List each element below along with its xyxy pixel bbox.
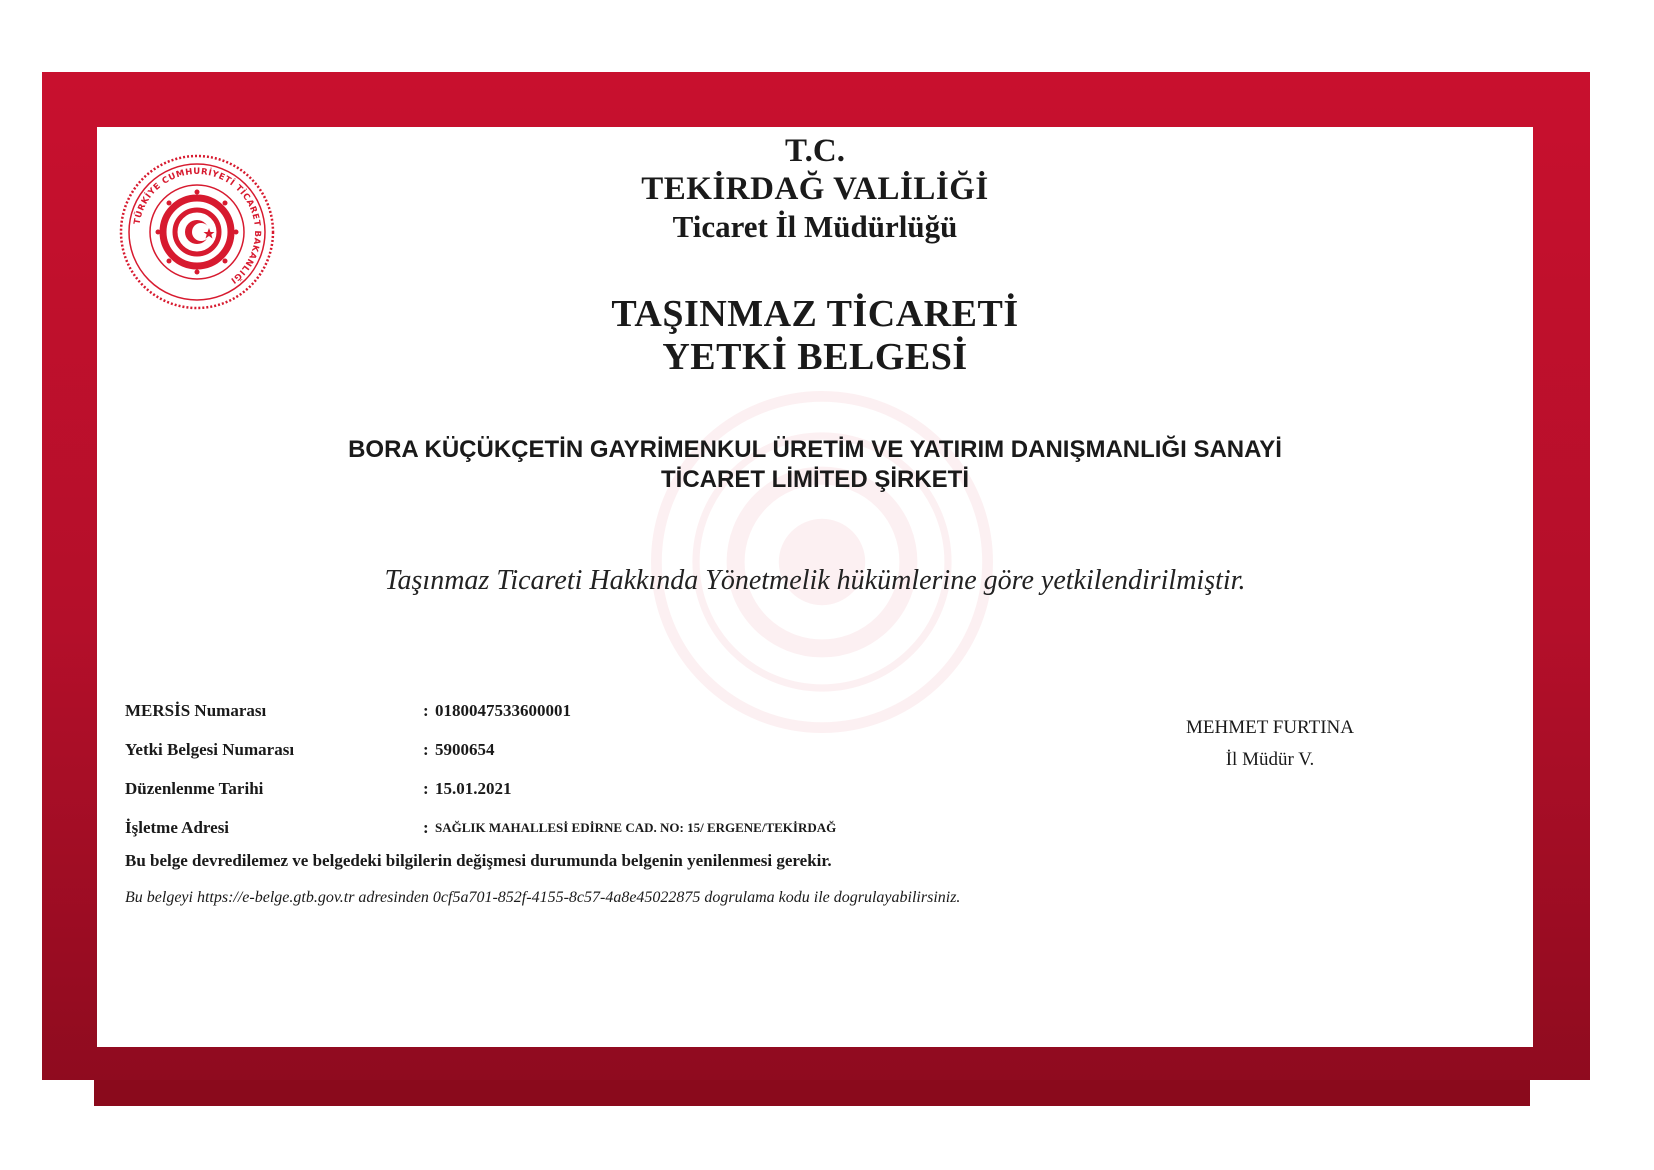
signatory-title: İl Müdür V. (1225, 749, 1315, 770)
signatory-block (1160, 712, 1380, 776)
license-label: Yetki Belgesi Numarası (125, 740, 295, 759)
transfer-notice: Bu belge devredilemez ve belgedeki bilgilerin değişmesi durumunda belgenin yenilenmesi gerekir. (125, 851, 832, 870)
license-value: 5900654 (435, 740, 495, 759)
certificate-details (125, 697, 1025, 853)
license-separator: : (423, 740, 429, 759)
certificate-title-line1: TAŞINMAZ TİCARETİ (611, 293, 1019, 335)
header-directorate: Ticaret İl Müdürlüğü (672, 209, 958, 244)
issue-date-label: Düzenlenme Tarihi (125, 779, 264, 798)
seal-text: TÜRKİYE CUMHURİYETİ TİCARET BAKANLIĞI (132, 166, 263, 286)
mersis-separator: : (423, 701, 429, 720)
verification-note: Bu belgeyi https://e-belge.gtb.gov.tr adresinden 0cf5a701-852f-4155-8c57-4a8e45022875 dogrulama kodu ile dogrulayabilirsiniz. (125, 889, 961, 906)
address-label: İşletme Adresi (125, 818, 230, 837)
certificate-panel (97, 127, 1533, 1047)
issue-date-separator: : (423, 779, 429, 798)
company-name-line2: TİCARET LİMİTED ŞİRKETİ (661, 466, 969, 493)
certificate-title-line2: YETKİ BELGESİ (662, 336, 968, 378)
mersis-value: 0180047533600001 (435, 701, 571, 720)
company-name-line1: BORA KÜÇÜKÇETİN GAYRİMENKUL ÜRETİM VE YATIRIM DANIŞMANLIĞI SANAYİ (348, 436, 1282, 463)
detail-row-address (125, 814, 1025, 853)
header-governorship: TEKİRDAĞ VALİLİĞİ (641, 171, 989, 207)
authorization-statement: Taşınmaz Ticareti Hakkında Yönetmelik hükümlerine göre yetkilendirilmiştir. (384, 565, 1246, 596)
signatory-name: MEHMET FURTINA (1186, 717, 1354, 738)
address-value: SAĞLIK MAHALLESİ EDİRNE CAD. NO: 15/ ERGENE/TEKİRDAĞ (435, 820, 837, 835)
company-name (97, 435, 1533, 495)
issue-date-value: 15.01.2021 (435, 779, 512, 798)
header-tc: T.C. (785, 133, 845, 169)
address-separator: : (423, 818, 429, 837)
detail-row-issue-date (125, 775, 1025, 814)
mersis-label: MERSİS Numarası (125, 701, 267, 720)
frame-bottom-band (94, 1080, 1530, 1106)
detail-row-license (125, 736, 1025, 775)
detail-row-mersis (125, 697, 1025, 736)
